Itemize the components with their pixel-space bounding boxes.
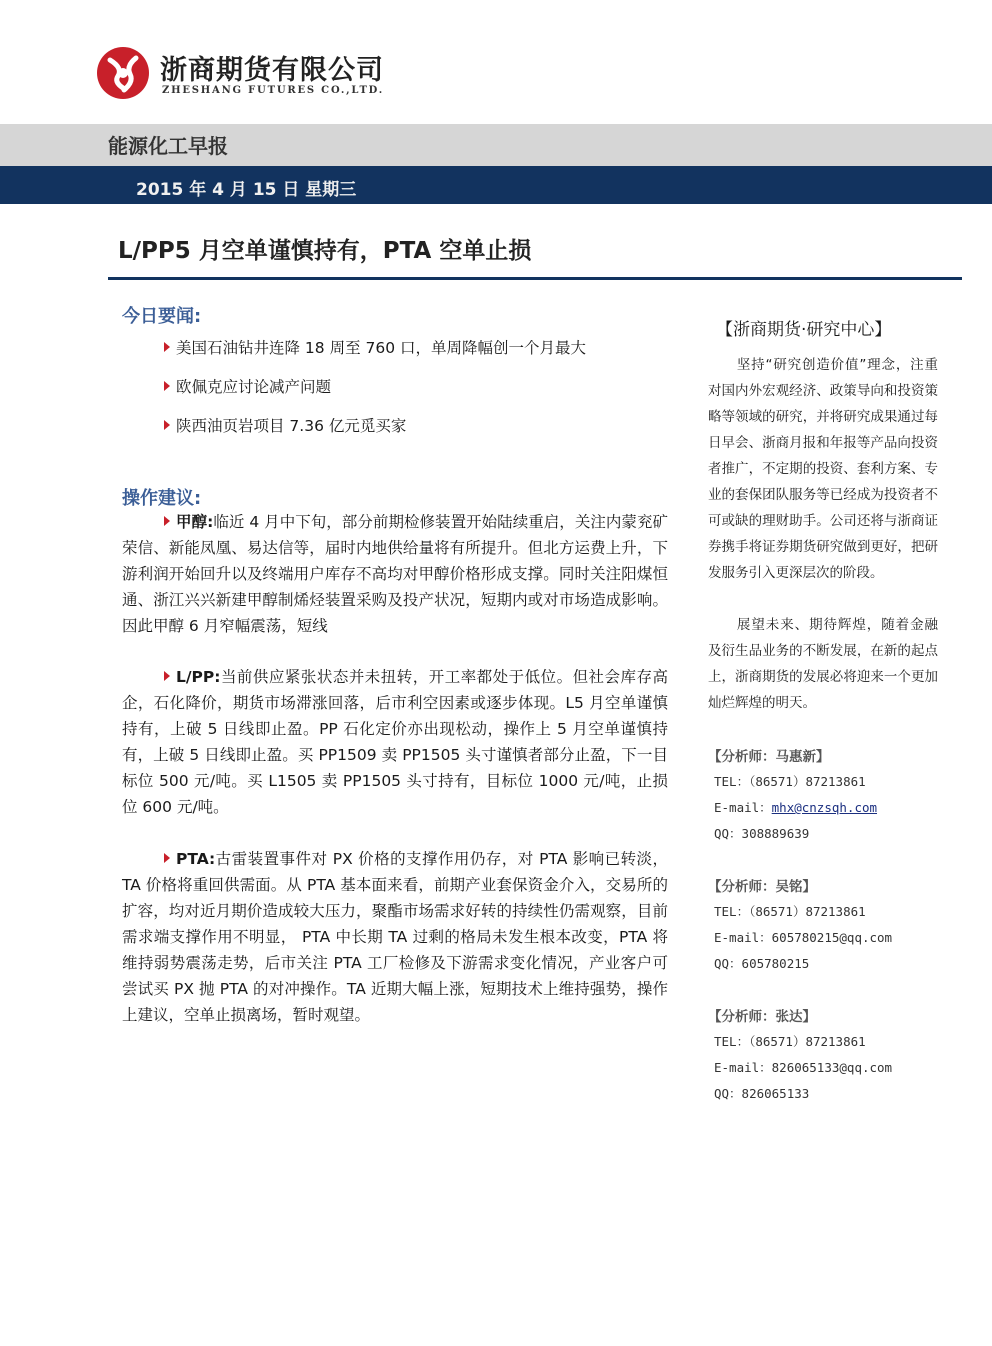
company-name-en: ZHESHANG FUTURES CO.,LTD. xyxy=(162,85,385,96)
analyst-email-row xyxy=(714,798,877,816)
advice-pta xyxy=(122,846,668,1028)
sidebar-outlook xyxy=(708,612,938,716)
bullet-arrow-icon xyxy=(164,342,170,352)
analyst-qq: QQ：605780215 xyxy=(714,956,810,971)
email-label: E-mail： xyxy=(714,930,772,945)
advice-lpp xyxy=(122,664,668,820)
advice-lead: PTA: xyxy=(176,850,216,868)
news-item-text: 美国石油钻井连降 18 周至 760 口，单周降幅创一个月最大 xyxy=(176,339,587,357)
email-label: E-mail： xyxy=(714,1060,772,1075)
analyst-tel: TEL：（86571）87213861 xyxy=(714,774,866,789)
company-name-cn: 浙商期货有限公司 xyxy=(160,55,384,86)
analyst-email-row xyxy=(714,928,892,946)
analyst-name: 【分析师：马惠新】 xyxy=(708,749,830,765)
news-item xyxy=(164,375,331,397)
bullet-arrow-icon xyxy=(164,671,170,681)
company-logo-icon xyxy=(96,46,150,100)
report-date: 2015 年 4 月 15 日 星期三 xyxy=(136,180,357,200)
news-heading: 今日要闻: xyxy=(122,306,202,327)
bullet-arrow-icon xyxy=(164,420,170,430)
bullet-arrow-icon xyxy=(164,381,170,391)
advice-text: 当前供应紧张状态并未扭转，开工率都处于低位。但社会库存高企，石化降价，期货市场滞涨回落，后市利空因素或逐步体现。L5 月空单谨慎持有，上破 5 日线即止盈。PP 石化定价亦出现松动，操作上 5 月空单谨慎持有，上破 5 日线即止盈。买 PP1509 卖 PP1505 头寸谨慎者部分止盈，下一目标位 500 元/吨。买 L1505 卖 PP1505 头寸持有，目标位 1000 元/吨，止损位 600 元/吨。 xyxy=(122,668,668,816)
advice-lead: L/PP: xyxy=(176,668,221,686)
analyst-tel: TEL：（86571）87213861 xyxy=(714,904,866,919)
analyst-qq: QQ：308889639 xyxy=(714,826,810,841)
analyst-email[interactable]: 826065133@qq.com xyxy=(771,1060,893,1075)
advice-lead: 甲醇: xyxy=(176,513,214,531)
title-divider xyxy=(108,277,962,280)
news-item-text: 欧佩克应讨论减产问题 xyxy=(176,378,332,396)
news-item xyxy=(164,414,406,436)
sidebar-intro-text: 坚持“研究创造价值”理念，注重对国内外宏观经济、政策导向和投资策略等领域的研究，并将研究成果通过每日早会、浙商月报和年报等产品向投资者推广，不定期的投资、套利方案、专业的套保团队服务等已经成为投资者不可或缺的理财助手。公司还将与浙商证券携手将证券期货研究做到更好，把研发服务引入更深层次的阶段。 xyxy=(708,357,938,581)
analyst-name: 【分析师：吴铭】 xyxy=(708,879,816,895)
sidebar-title: 【浙商期货·研究中心】 xyxy=(716,320,892,340)
sidebar-outlook-text: 展望未来、期待辉煌，随着金融及衍生品业务的不断发展，在新的起点上，浙商期货的发展必将迎来一个更加灿烂辉煌的明天。 xyxy=(708,617,938,711)
news-item-text: 陕西油页岩项目 7.36 亿元觅买家 xyxy=(176,417,407,435)
report-type: 能源化工早报 xyxy=(108,134,228,158)
analyst-name: 【分析师：张达】 xyxy=(708,1009,816,1025)
analyst-email[interactable]: 605780215@qq.com xyxy=(771,930,893,945)
advice-text: 临近 4 月中下旬，部分前期检修装置开始陆续重启，关注内蒙兖矿荣信、新能凤凰、易达信等，届时内地供给量将有所提升。但北方运费上升，下游利润开始回升以及终端用户库存不高均对甲醇价格形成支撑。同时关注阳煤恒通、浙江兴兴新建甲醇制烯烃装置采购及投产状况，短期内或对市场造成影响。因此甲醇 6 月窄幅震荡，短线 xyxy=(122,513,668,635)
news-item xyxy=(164,336,586,358)
advice-text: 古雷装置事件对 PX 价格的支撑作用仍存，对 PTA 影响已转淡，TA 价格将重回供需面。从 PTA 基本面来看，前期产业套保资金介入，交易所的扩容，均对近月期价造成较大压力，聚酯市场需求好转的持续性仍需观察，目前需求端支撑作用不明显， PTA 中长期 TA 过剩的格局未发生根本改变，PTA 将维持弱势震荡走势，后市关注 PTA 工厂检修及下游需求变化情况，产业客户可尝试买 PX 抛 PTA 的对冲操作。TA 近期大幅上涨，短期技术上维持强势，操作上建议，空单止损离场，暂时观望。 xyxy=(122,850,668,1024)
sidebar-intro xyxy=(708,352,938,586)
bullet-arrow-icon xyxy=(164,853,170,863)
analyst-email-row xyxy=(714,1058,892,1076)
page-title: L/PP5 月空单谨慎持有，PTA 空单止损 xyxy=(118,238,532,264)
bullet-arrow-icon xyxy=(164,516,170,526)
analyst-email-link[interactable]: mhx@cnzsqh.com xyxy=(771,800,878,815)
advice-methanol xyxy=(122,509,668,639)
analyst-tel: TEL：（86571）87213861 xyxy=(714,1034,866,1049)
advice-heading: 操作建议: xyxy=(122,488,202,509)
email-label: E-mail： xyxy=(714,800,772,815)
analyst-qq: QQ：826065133 xyxy=(714,1086,810,1101)
